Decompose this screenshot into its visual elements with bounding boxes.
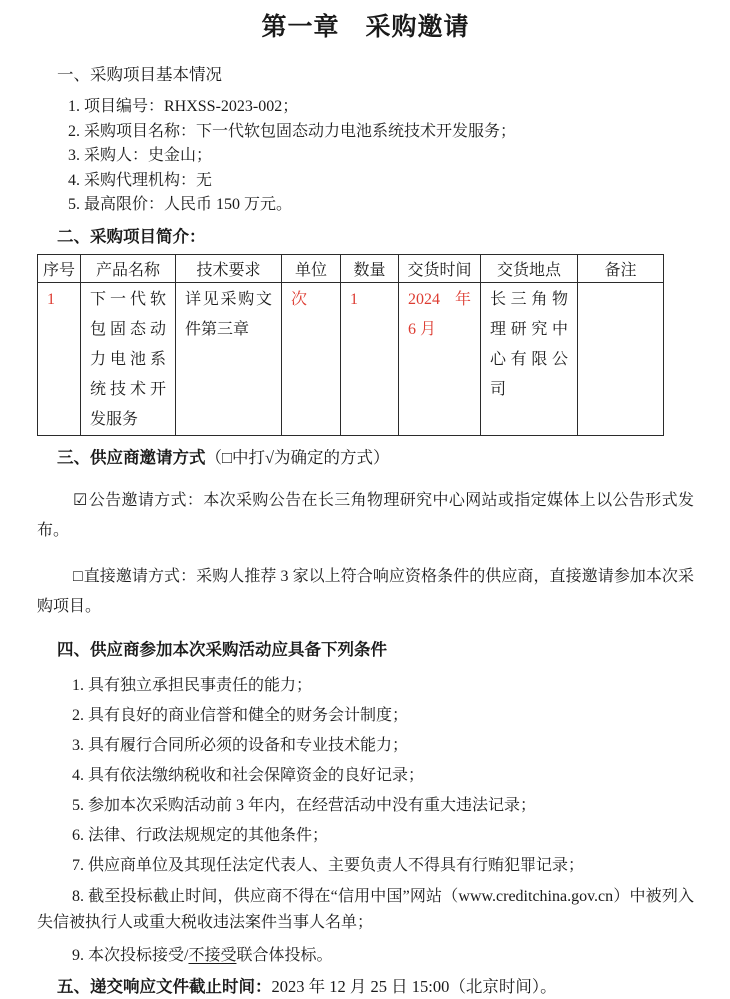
condition-item: 6. 法律、行政法规规定的其他条件； <box>72 826 329 844</box>
column-header-tech: 技术要求 <box>176 254 282 282</box>
checked-checkbox-icon: ☑ <box>73 491 88 509</box>
announcement-invitation-paragraph <box>37 486 694 546</box>
section4-heading: 四、供应商参加本次采购活动应具备下列条件 <box>57 639 387 659</box>
direct-invitation-paragraph <box>37 562 694 622</box>
condition-item: 1. 具有独立承担民事责任的能力； <box>72 676 313 694</box>
list-item: 5. 最高限价：人民币 150 万元。 <box>68 196 293 213</box>
section1-items <box>37 95 694 218</box>
column-header-note: 备注 <box>578 254 664 282</box>
cell-unit: 次 <box>282 282 341 435</box>
section2-heading: 二、采购项目简介： <box>57 226 206 246</box>
section3-heading-title: 三、供应商邀请方式 <box>57 447 206 467</box>
announcement-invitation-text: 公告邀请方式：本次采购公告在长三角物理研究中心网站或指定媒体上以公告形式发布。 <box>37 491 694 539</box>
item9-suffix: 联合体投标。 <box>236 946 333 964</box>
procurement-summary-table <box>37 254 664 436</box>
column-header-qty: 数量 <box>341 254 399 282</box>
cell-delivery-time: 2024 年 6 月 <box>399 282 481 435</box>
column-header-product: 产品名称 <box>81 254 176 282</box>
item9-underlined: 不接受 <box>188 946 237 964</box>
list-item: 4. 采购代理机构：无 <box>68 171 213 189</box>
deadline-value: 2023 年 12 月 25 日 15:00（北京时间）。 <box>271 976 557 996</box>
condition-item: 7. 供应商单位及其现任法定代表人、主要负责人不得具有行贿犯罪记录； <box>72 856 585 874</box>
list-item: 1. 项目编号：RHXSS-2023-002； <box>68 98 299 115</box>
cell-note <box>578 282 664 435</box>
section4-items <box>37 674 694 967</box>
condition-item: 5. 参加本次采购活动前 3 年内，在经营活动中没有重大违法记录； <box>72 796 537 814</box>
cell-delivery-place: 长三角物理研究中心有限公司 <box>481 282 578 435</box>
cell-product: 下一代软包固态动力电池系统技术开发服务 <box>81 282 176 435</box>
section5-heading-line <box>57 974 694 999</box>
unchecked-checkbox-icon: □ <box>73 567 83 585</box>
column-header-delivery-time: 交货时间 <box>399 254 481 282</box>
cell-seq: 1 <box>38 282 81 435</box>
condition-item: 2. 具有良好的商业信誉和健全的财务会计制度； <box>72 706 409 724</box>
cell-qty: 1 <box>341 282 399 435</box>
condition-item: 4. 具有依法缴纳税收和社会保障资金的良好记录； <box>72 766 425 784</box>
section1-heading: 一、采购项目基本情况 <box>57 65 222 84</box>
cell-tech: 详见采购文件第三章 <box>176 282 282 435</box>
condition-item-9 <box>37 944 694 967</box>
table-header-row <box>38 254 664 282</box>
page-title: 第一章 采购邀请 <box>261 14 470 41</box>
section3-heading-note: （□中打√为确定的方式） <box>205 447 390 467</box>
column-header-delivery-place: 交货地点 <box>481 254 578 282</box>
condition-item: 3. 具有履行合同所必须的设备和专业技术能力； <box>72 736 409 754</box>
column-header-seq: 序号 <box>38 254 81 282</box>
item9-prefix: 9. 本次投标接受/ <box>72 946 189 964</box>
direct-invitation-text: 直接邀请方式：采购人推荐 3 家以上符合响应资格条件的供应商，直接邀请参加本次采购项目。 <box>37 567 694 615</box>
column-header-unit: 单位 <box>282 254 341 282</box>
section5-heading: 五、递交响应文件截止时间： <box>57 976 272 996</box>
list-item: 2. 采购项目名称：下一代软包固态动力电池系统技术开发服务； <box>68 122 517 140</box>
section3-heading <box>57 445 694 470</box>
table-row <box>38 282 664 435</box>
list-item: 3. 采购人：史金山； <box>68 147 213 164</box>
condition-item: 8. 截至投标截止时间，供应商不得在“信用中国”网站（www.creditchina.gov.cn）中被列入失信被执行人或重大税收违法案件当事人名单； <box>37 887 694 931</box>
